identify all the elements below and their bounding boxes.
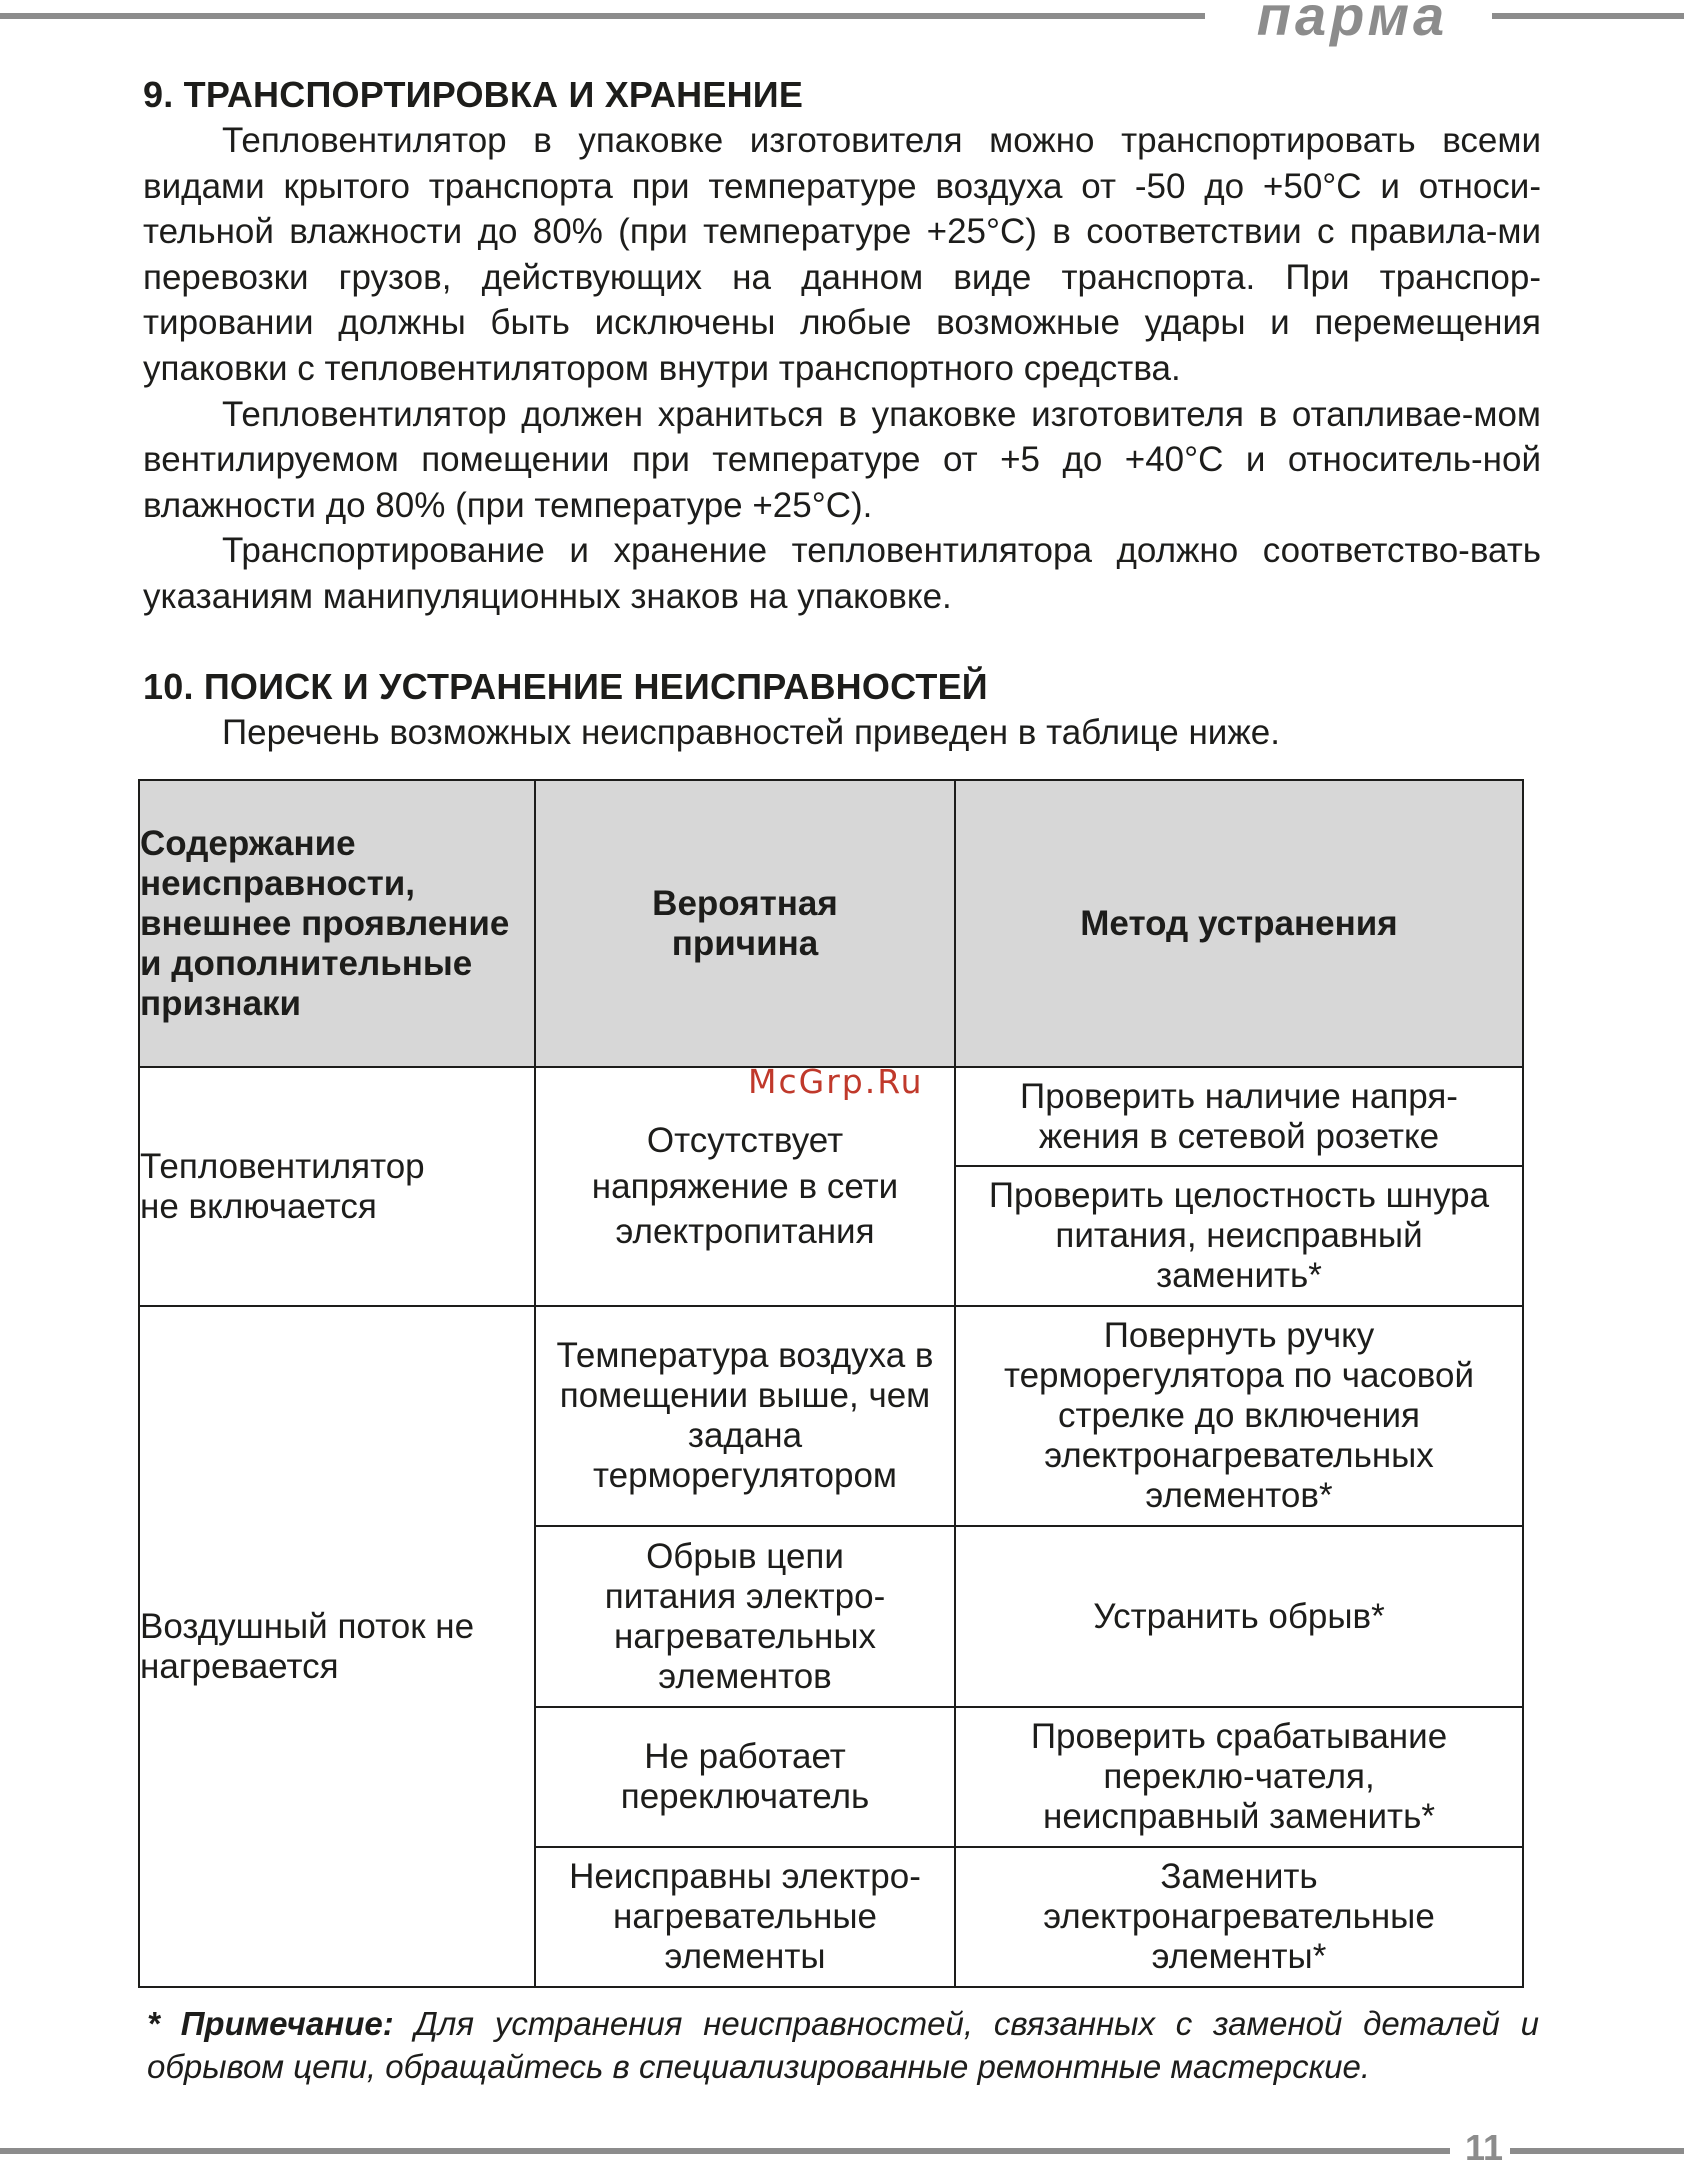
footnote-text: Для устранения неисправностей, связанных с заменой деталей и обрывом цепи, обращайтесь в специализированные ремонтные мастерские.: [147, 2005, 1540, 2085]
header-symptom: Содержание неисправности, внешнее проявление и дополнительные признаки: [139, 780, 535, 1067]
header-fix: Метод устранения: [955, 780, 1523, 1067]
fix-text: Заменить электронагревательные элементы*: [1043, 1857, 1435, 1976]
brand-logo: парма: [1256, 0, 1449, 47]
section-9-title: 9. ТРАНСПОРТИРОВКА И ХРАНЕНИЕ: [143, 74, 804, 115]
table-header-row: [139, 780, 1523, 1067]
symptom-text: Тепловентилятор не включается: [140, 1146, 425, 1226]
fix-cell: [955, 1067, 1523, 1166]
footnote: [147, 2002, 1539, 2088]
section-9-paragraph-2: Тепловентилятор должен храниться в упаковке изготовителя в отапливае-мом вентилируемом помещении при температуре от +5 до +40°С и относитель-ной влажности до 80% (при температуре +25°С).: [143, 394, 1541, 525]
fix-cell: [955, 1707, 1523, 1847]
section-10-title: 10. ПОИСК И УСТРАНЕНИЕ НЕИСПРАВНОСТЕЙ: [143, 665, 988, 707]
page-number: 11: [1464, 2127, 1504, 2168]
fix-cell: [955, 1166, 1523, 1306]
footer-rule-left: [0, 2148, 1450, 2154]
cause-text: Неисправны электро-нагревательные элементы: [569, 1857, 921, 1976]
cause-cell: [535, 1526, 955, 1707]
footnote-label: * Примечание:: [147, 2005, 394, 2042]
header-cause-text: Вероятная причина: [652, 883, 838, 963]
fix-text: Повернуть ручку терморегулятора по часовой стрелке до включения электронагревательных элементов*: [1003, 1316, 1475, 1515]
footer-rule-right: [1510, 2148, 1684, 2154]
cause-text: Обрыв цепи питания электро-нагревательных элементов: [604, 1536, 886, 1696]
fix-text: Устранить обрыв*: [1093, 1596, 1385, 1636]
header-rule-left: [0, 13, 1205, 19]
header-cause: [535, 780, 955, 1067]
cause-text: Отсутствует напряжение в сети электропитания: [591, 1121, 899, 1252]
fault-table: [138, 779, 1524, 1988]
cause-cell: [535, 1847, 955, 1987]
fix-cell: [955, 1847, 1523, 1987]
section-9-paragraph-3: Транспортирование и хранение тепловентилятора должно соответство-вать указаниям манипуляционных знаков на упаковке.: [143, 531, 1541, 616]
cause-cell: [535, 1306, 955, 1526]
fix-cell: [955, 1526, 1523, 1707]
cause-text: Не работает переключатель: [620, 1737, 870, 1816]
fix-text: Проверить целостность шнура питания, неисправный заменить*: [988, 1176, 1490, 1295]
symptom-cell: [139, 1306, 535, 1987]
watermark: McGrp.Ru: [748, 1062, 924, 1101]
cause-cell: [535, 1707, 955, 1847]
section-9-paragraph-1: Тепловентилятор в упаковке изготовителя можно транспортировать всеми видами крытого транспорта при температуре воздуха от -50 до +50°С и относи-тельной влажности до 80% (при температуре +25°С) в соответствии с правила-ми перевозки грузов, действующих на данном виде транспорта. При транспор-тировании должны быть исключены любые возможные удары и перемещения упаковки с тепловентилятором внутри транспортного средства.: [143, 121, 1541, 388]
fix-cell: [955, 1306, 1523, 1526]
symptom-cell: [139, 1067, 535, 1306]
page-content: [143, 72, 1541, 755]
symptom-text: Воздушный поток не нагревается: [140, 1606, 475, 1686]
fix-text: Проверить наличие напря-жения в сетевой розетке: [1020, 1076, 1458, 1156]
header-rule-right: [1492, 13, 1684, 19]
fix-text: Проверить срабатывание переклю-чателя, неисправный заменить*: [1030, 1717, 1448, 1836]
table-row: [139, 1306, 1523, 1526]
cause-text: Температура воздуха в помещении выше, чем задана терморегулятором: [556, 1336, 934, 1495]
section-10-lead: Перечень возможных неисправностей приведен в таблице ниже.: [222, 712, 1280, 752]
cause-cell: [535, 1067, 955, 1306]
